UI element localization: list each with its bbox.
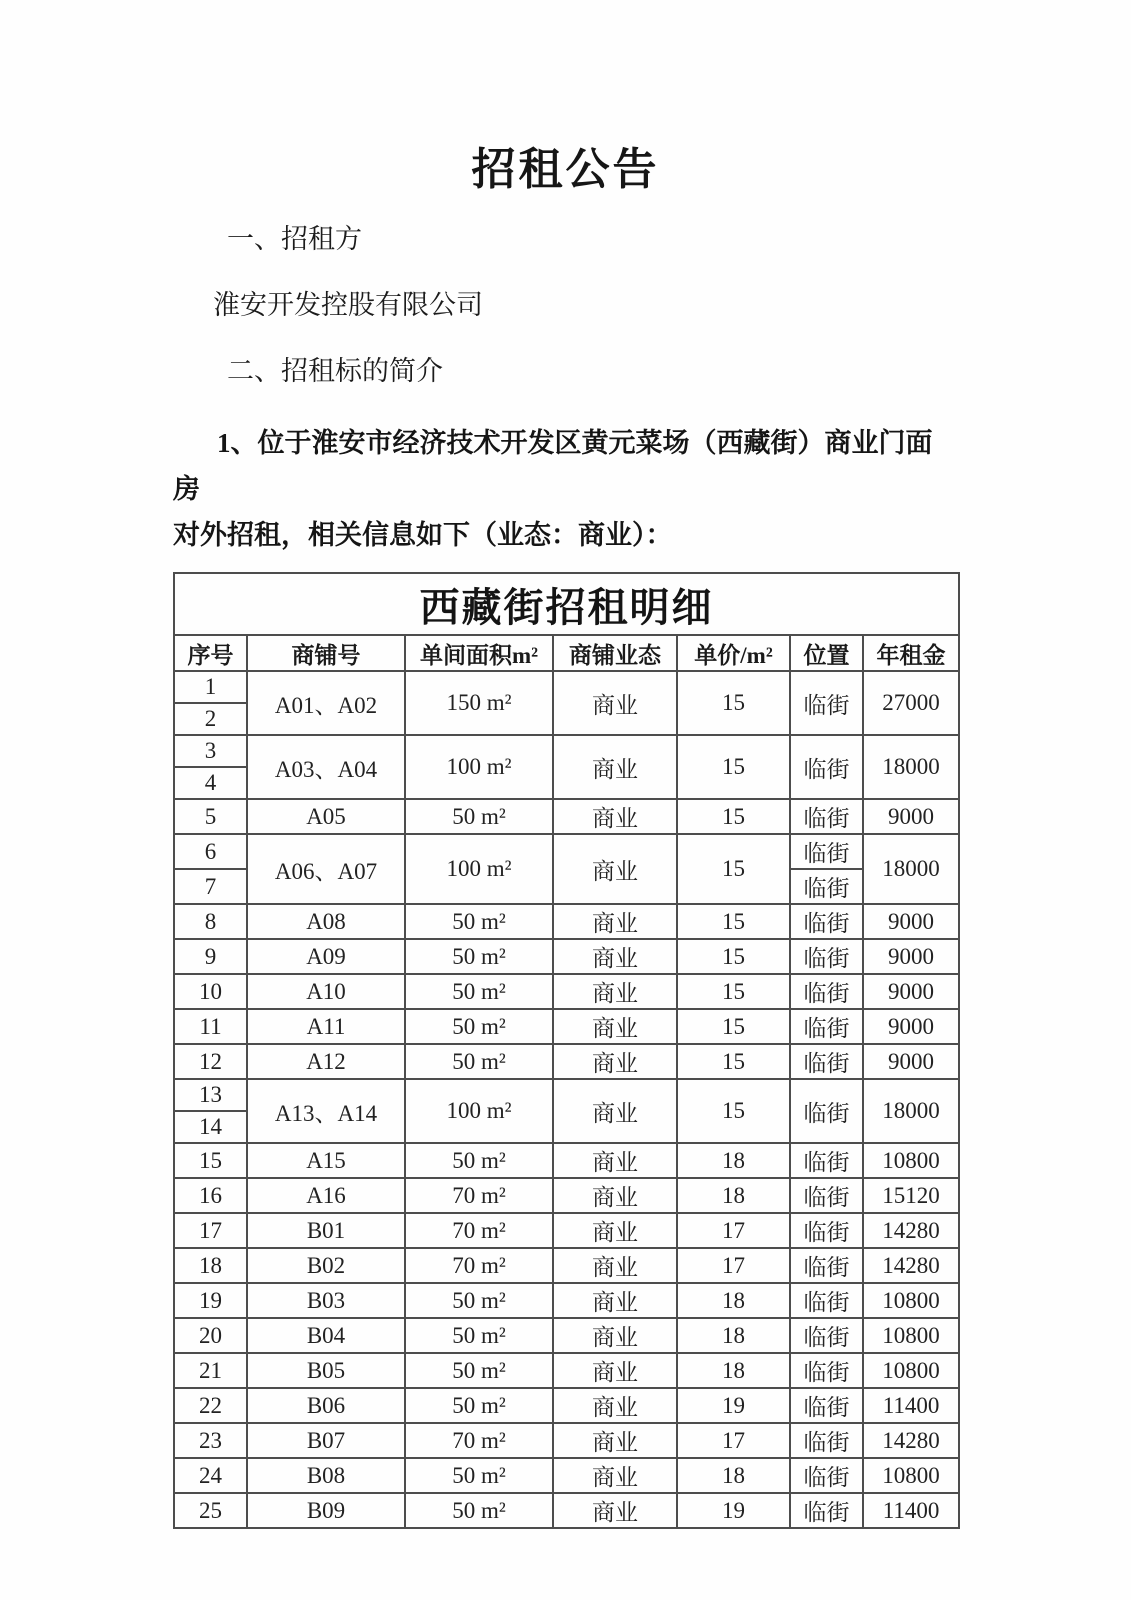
location-cell: 临街 — [790, 939, 863, 974]
location-cell: 临街 — [790, 1318, 863, 1353]
header-area: 单间面积m² — [405, 635, 553, 671]
rent-cell: 27000 — [863, 671, 959, 735]
seq-cell: 2 — [174, 703, 247, 735]
seq-cell: 21 — [174, 1353, 247, 1388]
shop-cell: A15 — [247, 1143, 405, 1178]
rent-cell: 9000 — [863, 974, 959, 1009]
shop-cell: B06 — [247, 1388, 405, 1423]
seq-cell: 19 — [174, 1283, 247, 1318]
rent-cell: 11400 — [863, 1493, 959, 1528]
seq-cell: 12 — [174, 1044, 247, 1079]
table-row — [174, 735, 959, 767]
seq-cell: 18 — [174, 1248, 247, 1283]
type-cell: 商业 — [553, 1388, 677, 1423]
shop-cell: A11 — [247, 1009, 405, 1044]
area-cell: 50 m² — [405, 1353, 553, 1388]
header-seq: 序号 — [174, 635, 247, 671]
intro-line-1: 1、位于淮安市经济技术开发区黄元菜场（西藏街）商业门面房 — [173, 428, 933, 504]
price-cell: 15 — [677, 904, 790, 939]
rent-cell: 14280 — [863, 1213, 959, 1248]
seq-cell: 8 — [174, 904, 247, 939]
price-cell: 19 — [677, 1388, 790, 1423]
intro-line-2: 对外招租，相关信息如下（业态：商业）： — [173, 520, 673, 550]
shop-cell: B07 — [247, 1423, 405, 1458]
area-cell: 100 m² — [405, 1079, 553, 1143]
section-1-heading: 一、招租方 — [227, 224, 362, 254]
type-cell: 商业 — [553, 671, 677, 735]
location-cell: 临街 — [790, 834, 863, 869]
seq-cell: 4 — [174, 767, 247, 799]
shop-cell: A03、A04 — [247, 735, 405, 799]
table-row — [174, 1143, 959, 1178]
location-cell: 临街 — [790, 869, 863, 904]
header-price: 单价/m² — [677, 635, 790, 671]
rental-table-body — [174, 573, 959, 1528]
seq-cell: 20 — [174, 1318, 247, 1353]
price-cell: 15 — [677, 1044, 790, 1079]
shop-cell: B03 — [247, 1283, 405, 1318]
price-cell: 17 — [677, 1213, 790, 1248]
seq-cell: 22 — [174, 1388, 247, 1423]
shop-cell: A09 — [247, 939, 405, 974]
location-cell: 临街 — [790, 1009, 863, 1044]
type-cell: 商业 — [553, 939, 677, 974]
seq-cell: 3 — [174, 735, 247, 767]
price-cell: 18 — [677, 1283, 790, 1318]
rent-cell: 10800 — [863, 1143, 959, 1178]
area-cell: 50 m² — [405, 799, 553, 834]
location-cell: 临街 — [790, 1388, 863, 1423]
seq-cell: 17 — [174, 1213, 247, 1248]
rent-cell: 10800 — [863, 1353, 959, 1388]
rent-cell: 11400 — [863, 1388, 959, 1423]
type-cell: 商业 — [553, 1143, 677, 1178]
type-cell: 商业 — [553, 834, 677, 904]
location-cell: 临街 — [790, 671, 863, 735]
table-row — [174, 974, 959, 1009]
rent-cell: 18000 — [863, 1079, 959, 1143]
area-cell: 70 m² — [405, 1213, 553, 1248]
location-cell: 临街 — [790, 1044, 863, 1079]
shop-cell: A05 — [247, 799, 405, 834]
area-cell: 50 m² — [405, 904, 553, 939]
price-cell: 15 — [677, 1009, 790, 1044]
type-cell: 商业 — [553, 735, 677, 799]
table-row — [174, 1318, 959, 1353]
rent-cell: 14280 — [863, 1423, 959, 1458]
rent-cell: 10800 — [863, 1283, 959, 1318]
area-cell: 70 m² — [405, 1248, 553, 1283]
type-cell: 商业 — [553, 974, 677, 1009]
table-row — [174, 1044, 959, 1079]
seq-cell: 6 — [174, 834, 247, 869]
area-cell: 70 m² — [405, 1178, 553, 1213]
shop-cell: A01、A02 — [247, 671, 405, 735]
table-row — [174, 1079, 959, 1111]
table-row — [174, 1248, 959, 1283]
rent-cell: 9000 — [863, 904, 959, 939]
seq-cell: 7 — [174, 869, 247, 904]
shop-cell: A13、A14 — [247, 1079, 405, 1143]
type-cell: 商业 — [553, 1044, 677, 1079]
shop-cell: B01 — [247, 1213, 405, 1248]
shop-cell: B04 — [247, 1318, 405, 1353]
seq-cell: 15 — [174, 1143, 247, 1178]
table-row — [174, 1458, 959, 1493]
seq-cell: 5 — [174, 799, 247, 834]
area-cell: 50 m² — [405, 1318, 553, 1353]
shop-cell: A12 — [247, 1044, 405, 1079]
area-cell: 50 m² — [405, 1044, 553, 1079]
shop-cell: B02 — [247, 1248, 405, 1283]
price-cell: 15 — [677, 671, 790, 735]
location-cell: 临街 — [790, 904, 863, 939]
location-cell: 临街 — [790, 1143, 863, 1178]
table-row — [174, 1388, 959, 1423]
rent-cell: 14280 — [863, 1248, 959, 1283]
header-type: 商铺业态 — [553, 635, 677, 671]
section-2-heading: 二、招租标的简介 — [227, 356, 443, 386]
header-location: 位置 — [790, 635, 863, 671]
location-cell: 临街 — [790, 799, 863, 834]
table-row — [174, 1493, 959, 1528]
area-cell: 70 m² — [405, 1423, 553, 1458]
table-row — [174, 1213, 959, 1248]
location-cell: 临街 — [790, 1213, 863, 1248]
shop-cell: A06、A07 — [247, 834, 405, 904]
location-cell: 临街 — [790, 1353, 863, 1388]
header-shop: 商铺号 — [247, 635, 405, 671]
price-cell: 18 — [677, 1353, 790, 1388]
doc-title: 招租公告 — [471, 145, 660, 194]
location-cell: 临街 — [790, 735, 863, 799]
rent-cell: 10800 — [863, 1318, 959, 1353]
shop-cell: B09 — [247, 1493, 405, 1528]
area-cell: 50 m² — [405, 1009, 553, 1044]
location-cell: 临街 — [790, 1458, 863, 1493]
seq-cell: 1 — [174, 671, 247, 703]
type-cell: 商业 — [553, 1248, 677, 1283]
location-cell: 临街 — [790, 1079, 863, 1143]
seq-cell: 23 — [174, 1423, 247, 1458]
price-cell: 15 — [677, 799, 790, 834]
type-cell: 商业 — [553, 1423, 677, 1458]
price-cell: 19 — [677, 1493, 790, 1528]
table-row — [174, 799, 959, 834]
type-cell: 商业 — [553, 904, 677, 939]
header-rent: 年租金 — [863, 635, 959, 671]
area-cell: 50 m² — [405, 974, 553, 1009]
shop-cell: A10 — [247, 974, 405, 1009]
price-cell: 18 — [677, 1458, 790, 1493]
table-row — [174, 1178, 959, 1213]
price-cell: 15 — [677, 939, 790, 974]
price-cell: 15 — [677, 735, 790, 799]
rent-cell: 18000 — [863, 834, 959, 904]
seq-cell: 11 — [174, 1009, 247, 1044]
rent-cell: 9000 — [863, 939, 959, 974]
type-cell: 商业 — [553, 799, 677, 834]
table-row — [174, 1353, 959, 1388]
shop-cell: B05 — [247, 1353, 405, 1388]
rent-cell: 9000 — [863, 1044, 959, 1079]
seq-cell: 9 — [174, 939, 247, 974]
area-cell: 50 m² — [405, 1283, 553, 1318]
table-row — [174, 1423, 959, 1458]
seq-cell: 24 — [174, 1458, 247, 1493]
area-cell: 100 m² — [405, 834, 553, 904]
seq-cell: 25 — [174, 1493, 247, 1528]
price-cell: 18 — [677, 1143, 790, 1178]
area-cell: 100 m² — [405, 735, 553, 799]
shop-cell: A08 — [247, 904, 405, 939]
price-cell: 17 — [677, 1248, 790, 1283]
location-cell: 临街 — [790, 1248, 863, 1283]
table-row — [174, 834, 959, 869]
rent-cell: 10800 — [863, 1458, 959, 1493]
location-cell: 临街 — [790, 1493, 863, 1528]
shop-cell: B08 — [247, 1458, 405, 1493]
intro-paragraph — [173, 420, 958, 558]
price-cell: 15 — [677, 834, 790, 904]
seq-cell: 14 — [174, 1111, 247, 1143]
location-cell: 临街 — [790, 1178, 863, 1213]
lessor-name: 淮安开发控股有限公司 — [213, 290, 483, 320]
price-cell: 18 — [677, 1318, 790, 1353]
type-cell: 商业 — [553, 1009, 677, 1044]
rent-cell: 9000 — [863, 799, 959, 834]
area-cell: 50 m² — [405, 1493, 553, 1528]
type-cell: 商业 — [553, 1318, 677, 1353]
area-cell: 50 m² — [405, 939, 553, 974]
rent-cell: 18000 — [863, 735, 959, 799]
table-title-row — [174, 573, 959, 635]
table-row — [174, 1283, 959, 1318]
type-cell: 商业 — [553, 1458, 677, 1493]
area-cell: 150 m² — [405, 671, 553, 735]
type-cell: 商业 — [553, 1493, 677, 1528]
seq-cell: 10 — [174, 974, 247, 1009]
price-cell: 15 — [677, 1079, 790, 1143]
seq-cell: 13 — [174, 1079, 247, 1111]
rent-cell: 15120 — [863, 1178, 959, 1213]
location-cell: 临街 — [790, 1423, 863, 1458]
seq-cell: 16 — [174, 1178, 247, 1213]
area-cell: 50 m² — [405, 1143, 553, 1178]
location-cell: 临街 — [790, 974, 863, 1009]
type-cell: 商业 — [553, 1178, 677, 1213]
location-cell: 临街 — [790, 1283, 863, 1318]
type-cell: 商业 — [553, 1353, 677, 1388]
shop-cell: A16 — [247, 1178, 405, 1213]
table-row — [174, 939, 959, 974]
table-row — [174, 904, 959, 939]
price-cell: 15 — [677, 974, 790, 1009]
type-cell: 商业 — [553, 1079, 677, 1143]
area-cell: 50 m² — [405, 1458, 553, 1493]
price-cell: 17 — [677, 1423, 790, 1458]
table-row — [174, 671, 959, 703]
type-cell: 商业 — [553, 1213, 677, 1248]
table-header-row — [174, 635, 959, 671]
price-cell: 18 — [677, 1178, 790, 1213]
table-title: 西藏街招租明细 — [174, 573, 959, 635]
rent-cell: 9000 — [863, 1009, 959, 1044]
table-row — [174, 1009, 959, 1044]
rental-table — [173, 572, 960, 1529]
type-cell: 商业 — [553, 1283, 677, 1318]
area-cell: 50 m² — [405, 1388, 553, 1423]
